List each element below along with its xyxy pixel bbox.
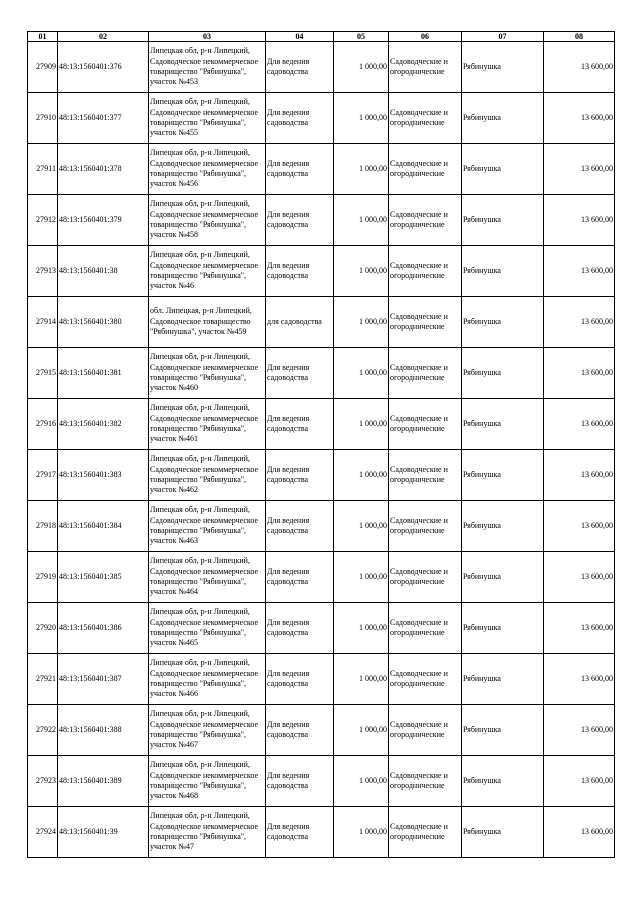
table-row	[28, 42, 615, 93]
col-header-02: 02	[58, 32, 149, 42]
cadastral-value: 13 600,00	[544, 297, 615, 348]
row-number: 27911	[28, 144, 58, 195]
cadastral-value: 13 600,00	[544, 42, 615, 93]
plot-area: 1 000,00	[334, 501, 389, 552]
row-number: 27913	[28, 246, 58, 297]
land-category: Садоводческие и огороднические	[389, 654, 462, 705]
plot-area: 1 000,00	[334, 42, 389, 93]
plot-area: 1 000,00	[334, 195, 389, 246]
cadastral-value: 13 600,00	[544, 807, 615, 858]
settlement-name: Рябинушка	[462, 654, 544, 705]
land-category: Садоводческие и огороднические	[389, 603, 462, 654]
cadastral-number: 48:13:1560401:382	[58, 399, 149, 450]
row-number: 27914	[28, 297, 58, 348]
cadastral-value: 13 600,00	[544, 654, 615, 705]
cadastral-number: 48:13:1560401:381	[58, 348, 149, 399]
row-number: 27924	[28, 807, 58, 858]
plot-area: 1 000,00	[334, 450, 389, 501]
table-row	[28, 654, 615, 705]
row-number: 27919	[28, 552, 58, 603]
row-number: 27921	[28, 654, 58, 705]
settlement-name: Рябинушка	[462, 93, 544, 144]
plot-area: 1 000,00	[334, 348, 389, 399]
plot-area: 1 000,00	[334, 705, 389, 756]
cadastral-value: 13 600,00	[544, 501, 615, 552]
header-row	[28, 32, 615, 42]
plot-area: 1 000,00	[334, 93, 389, 144]
plot-area: 1 000,00	[334, 603, 389, 654]
cadastral-value: 13 600,00	[544, 552, 615, 603]
col-header-04: 04	[266, 32, 334, 42]
table-row	[28, 399, 615, 450]
row-number: 27915	[28, 348, 58, 399]
land-category: Садоводческие и огороднические	[389, 450, 462, 501]
plot-address: Липецкая обл, р-н Липецкий, Садоводческое некоммерческое товарищество "Рябинушка", участок №464	[149, 552, 266, 603]
row-number: 27910	[28, 93, 58, 144]
plot-area: 1 000,00	[334, 144, 389, 195]
table-row	[28, 297, 615, 348]
cadastral-value: 13 600,00	[544, 246, 615, 297]
land-category: Садоводческие и огороднические	[389, 297, 462, 348]
plot-address: Липецкая обл, р-н Липецкий, Садоводческое некоммерческое товарищество "Рябинушка", участок №46	[149, 246, 266, 297]
permitted-use: Для ведения садоводства	[266, 93, 334, 144]
plot-address: Липецкая обл, р-н Липецкий, Садоводческое некоммерческое товарищество "Рябинушка", участок №462	[149, 450, 266, 501]
permitted-use: Для ведения садоводства	[266, 552, 334, 603]
col-header-08: 08	[544, 32, 615, 42]
table-header	[28, 32, 615, 42]
permitted-use: Для ведения садоводства	[266, 654, 334, 705]
col-header-03: 03	[149, 32, 266, 42]
permitted-use: Для ведения садоводства	[266, 807, 334, 858]
settlement-name: Рябинушка	[462, 705, 544, 756]
plot-address: обл. Липецкая, р-н Липецкий, Садоводческое товарищество "Рябинушка", участок №459	[149, 297, 266, 348]
col-header-05: 05	[334, 32, 389, 42]
land-category: Садоводческие и огороднические	[389, 42, 462, 93]
settlement-name: Рябинушка	[462, 195, 544, 246]
cadastral-number: 48:13:1560401:385	[58, 552, 149, 603]
table-row	[28, 246, 615, 297]
table-row	[28, 195, 615, 246]
settlement-name: Рябинушка	[462, 246, 544, 297]
table-row	[28, 144, 615, 195]
land-category: Садоводческие и огороднические	[389, 807, 462, 858]
land-category: Садоводческие и огороднические	[389, 552, 462, 603]
cadastral-number: 48:13:1560401:386	[58, 603, 149, 654]
permitted-use: Для ведения садоводства	[266, 603, 334, 654]
row-number: 27920	[28, 603, 58, 654]
col-header-01: 01	[28, 32, 58, 42]
row-number: 27922	[28, 705, 58, 756]
land-category: Садоводческие и огороднические	[389, 246, 462, 297]
cadastral-value: 13 600,00	[544, 195, 615, 246]
cadastral-number: 48:13:1560401:39	[58, 807, 149, 858]
cadastral-value: 13 600,00	[544, 93, 615, 144]
col-header-07: 07	[462, 32, 544, 42]
permitted-use: Для ведения садоводства	[266, 348, 334, 399]
land-plot-register-table	[27, 31, 615, 858]
permitted-use: Для ведения садоводства	[266, 501, 334, 552]
table-row	[28, 501, 615, 552]
land-category: Садоводческие и огороднические	[389, 144, 462, 195]
settlement-name: Рябинушка	[462, 501, 544, 552]
plot-address: Липецкая обл, р-н Липецкий, Садоводческое некоммерческое товарищество "Рябинушка", участок №461	[149, 399, 266, 450]
cadastral-value: 13 600,00	[544, 450, 615, 501]
permitted-use: Для ведения садоводства	[266, 450, 334, 501]
row-number: 27916	[28, 399, 58, 450]
land-category: Садоводческие и огороднические	[389, 399, 462, 450]
row-number: 27917	[28, 450, 58, 501]
cadastral-number: 48:13:1560401:380	[58, 297, 149, 348]
cadastral-number: 48:13:1560401:387	[58, 654, 149, 705]
land-category: Садоводческие и огороднические	[389, 501, 462, 552]
plot-address: Липецкая обл, р-н Липецкий, Садоводческое некоммерческое товарищество "Рябинушка", участок №455	[149, 93, 266, 144]
plot-area: 1 000,00	[334, 552, 389, 603]
table-row	[28, 552, 615, 603]
settlement-name: Рябинушка	[462, 603, 544, 654]
cadastral-value: 13 600,00	[544, 603, 615, 654]
settlement-name: Рябинушка	[462, 42, 544, 93]
row-number: 27912	[28, 195, 58, 246]
plot-address: Липецкая обл, р-н Липецкий, Садоводческое некоммерческое товарищество "Рябинушка", участок №466	[149, 654, 266, 705]
plot-area: 1 000,00	[334, 756, 389, 807]
permitted-use: Для ведения садоводства	[266, 705, 334, 756]
cadastral-value: 13 600,00	[544, 399, 615, 450]
land-category: Садоводческие и огороднические	[389, 756, 462, 807]
cadastral-number: 48:13:1560401:388	[58, 705, 149, 756]
cadastral-number: 48:13:1560401:376	[58, 42, 149, 93]
land-category: Садоводческие и огороднические	[389, 705, 462, 756]
table-row	[28, 450, 615, 501]
land-category: Садоводческие и огороднические	[389, 195, 462, 246]
table-body	[28, 42, 615, 858]
cadastral-value: 13 600,00	[544, 705, 615, 756]
table-row	[28, 705, 615, 756]
row-number: 27923	[28, 756, 58, 807]
cadastral-number: 48:13:1560401:377	[58, 93, 149, 144]
cadastral-number: 48:13:1560401:383	[58, 450, 149, 501]
plot-address: Липецкая обл, р-н Липецкий, Садоводческое некоммерческое товарищество "Рябинушка", участок №453	[149, 42, 266, 93]
plot-address: Липецкая обл, р-н Липецкий, Садоводческое некоммерческое товарищество "Рябинушка", участок №458	[149, 195, 266, 246]
cadastral-number: 48:13:1560401:38	[58, 246, 149, 297]
settlement-name: Рябинушка	[462, 450, 544, 501]
land-category: Садоводческие и огороднические	[389, 348, 462, 399]
cadastral-value: 13 600,00	[544, 348, 615, 399]
table-row	[28, 756, 615, 807]
settlement-name: Рябинушка	[462, 348, 544, 399]
cadastral-number: 48:13:1560401:389	[58, 756, 149, 807]
settlement-name: Рябинушка	[462, 756, 544, 807]
table-row	[28, 807, 615, 858]
cadastral-value: 13 600,00	[544, 756, 615, 807]
permitted-use: Для ведения садоводства	[266, 144, 334, 195]
plot-address: Липецкая обл, р-н Липецкий, Садоводческое некоммерческое товарищество "Рябинушка", участок №467	[149, 705, 266, 756]
permitted-use: Для ведения садоводства	[266, 195, 334, 246]
cadastral-number: 48:13:1560401:379	[58, 195, 149, 246]
cadastral-value: 13 600,00	[544, 144, 615, 195]
settlement-name: Рябинушка	[462, 807, 544, 858]
plot-address: Липецкая обл, р-н Липецкий, Садоводческое некоммерческое товарищество "Рябинушка", участок №465	[149, 603, 266, 654]
plot-address: Липецкая обл, р-н Липецкий, Садоводческое некоммерческое товарищество "Рябинушка", участок №463	[149, 501, 266, 552]
cadastral-number: 48:13:1560401:378	[58, 144, 149, 195]
plot-area: 1 000,00	[334, 297, 389, 348]
plot-address: Липецкая обл, р-н Липецкий, Садоводческое некоммерческое товарищество "Рябинушка", участок №460	[149, 348, 266, 399]
row-number: 27918	[28, 501, 58, 552]
col-header-06: 06	[389, 32, 462, 42]
cadastral-number: 48:13:1560401:384	[58, 501, 149, 552]
settlement-name: Рябинушка	[462, 297, 544, 348]
permitted-use: Для ведения садоводства	[266, 42, 334, 93]
settlement-name: Рябинушка	[462, 399, 544, 450]
row-number: 27909	[28, 42, 58, 93]
plot-address: Липецкая обл, р-н Липецкий, Садоводческое некоммерческое товарищество "Рябинушка", участок №468	[149, 756, 266, 807]
permitted-use: Для ведения садоводства	[266, 399, 334, 450]
table-row	[28, 348, 615, 399]
plot-area: 1 000,00	[334, 246, 389, 297]
settlement-name: Рябинушка	[462, 552, 544, 603]
permitted-use: для садоводства	[266, 297, 334, 348]
table-row	[28, 603, 615, 654]
plot-area: 1 000,00	[334, 399, 389, 450]
permitted-use: Для ведения садоводства	[266, 756, 334, 807]
plot-address: Липецкая обл, р-н Липецкий, Садоводческое некоммерческое товарищество "Рябинушка", участок №456	[149, 144, 266, 195]
plot-address: Липецкая обл, р-н Липецкий, Садоводческое некоммерческое товарищество "Рябинушка", участок №47	[149, 807, 266, 858]
table-row	[28, 93, 615, 144]
settlement-name: Рябинушка	[462, 144, 544, 195]
plot-area: 1 000,00	[334, 807, 389, 858]
plot-area: 1 000,00	[334, 654, 389, 705]
permitted-use: Для ведения садоводства	[266, 246, 334, 297]
land-category: Садоводческие и огороднические	[389, 93, 462, 144]
